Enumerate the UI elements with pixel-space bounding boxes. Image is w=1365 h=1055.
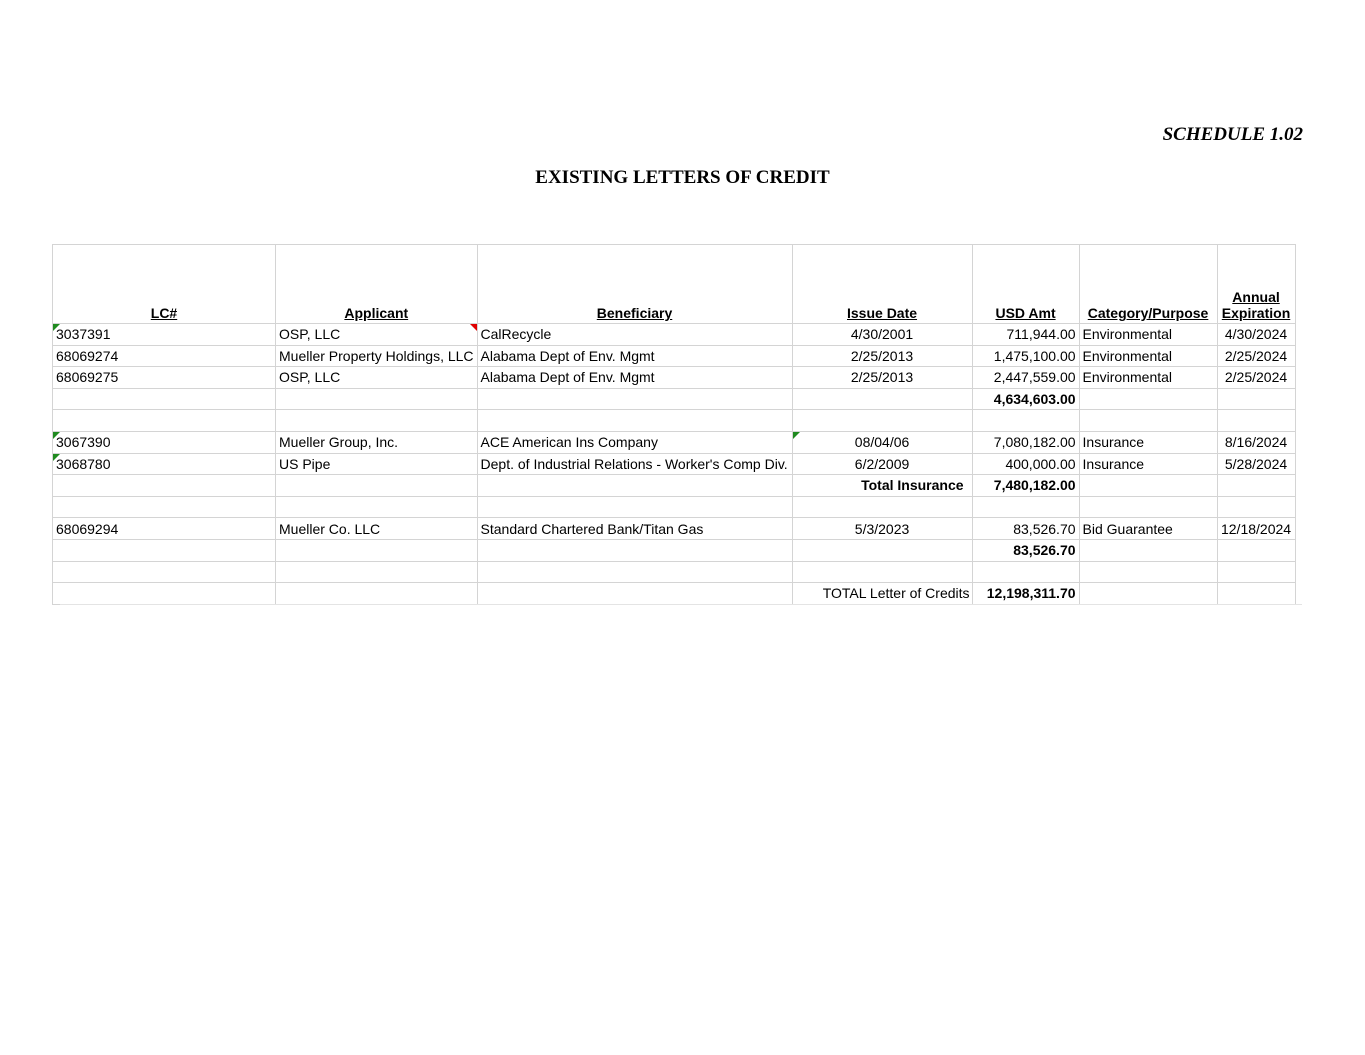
header-expiration [1217, 245, 1295, 324]
cell-empty [1079, 539, 1217, 561]
cell-expiration: 12/18/2024 [1217, 518, 1295, 540]
table-bottom-rule [60, 604, 1302, 605]
cell-empty [276, 561, 478, 583]
cell-issue-date: 2/25/2013 [792, 345, 972, 367]
empty-row [53, 496, 1296, 518]
table-row [53, 345, 1296, 367]
cell-empty [276, 475, 478, 497]
cell-usd-amt: 711,944.00 [972, 324, 1079, 346]
cell-expiration: 5/28/2024 [1217, 453, 1295, 475]
cell-empty [1217, 539, 1295, 561]
cell-empty [276, 388, 478, 410]
grand-total-label: TOTAL Letter of Credits [792, 583, 972, 605]
cell-issue-date: 2/25/2013 [792, 367, 972, 389]
cell-empty [1217, 410, 1295, 432]
cell-applicant: Mueller Property Holdings, LLC [276, 345, 478, 367]
schedule-label: SCHEDULE 1.02 [1162, 124, 1303, 145]
cell-category: Bid Guarantee [1079, 518, 1217, 540]
cell-empty [792, 388, 972, 410]
cell-empty [972, 410, 1079, 432]
cell-issue-date: 6/2/2009 [792, 453, 972, 475]
cell-lc [53, 431, 276, 453]
cell-empty [477, 388, 792, 410]
cell-applicant: US Pipe [276, 453, 478, 475]
empty-row [53, 410, 1296, 432]
page-title: EXISTING LETTERS OF CREDIT [535, 167, 830, 188]
cell-usd-amt: 83,526.70 [972, 518, 1079, 540]
comment-marker[interactable] [53, 454, 60, 461]
cell-lc: 68069294 [53, 518, 276, 540]
cell-expiration: 8/16/2024 [1217, 431, 1295, 453]
cell-applicant: Mueller Co. LLC [276, 518, 478, 540]
cell-expiration: 2/25/2024 [1217, 367, 1295, 389]
cell-empty [1217, 388, 1295, 410]
cell-empty [1217, 561, 1295, 583]
cell-lc-text: 3068780 [56, 455, 111, 472]
cell-beneficiary: Dept. of Industrial Relations - Worker's Comp Div. [477, 453, 792, 475]
cell-beneficiary: ACE American Ins Company [477, 431, 792, 453]
table-row [53, 518, 1296, 540]
cell-beneficiary: Alabama Dept of Env. Mgmt [477, 345, 792, 367]
cell-empty [1079, 410, 1217, 432]
comment-marker[interactable] [470, 324, 477, 331]
header-issue-date: Issue Date [792, 245, 972, 324]
cell-empty [1079, 388, 1217, 410]
cell-empty [276, 583, 478, 605]
cell-empty [276, 496, 478, 518]
header-beneficiary: Beneficiary [477, 245, 792, 324]
cell-usd-amt: 7,080,182.00 [972, 431, 1079, 453]
empty-row [53, 561, 1296, 583]
cell-category: Environmental [1079, 345, 1217, 367]
cell-category: Environmental [1079, 324, 1217, 346]
header-applicant: Applicant [276, 245, 478, 324]
cell-expiration: 4/30/2024 [1217, 324, 1295, 346]
cell-empty [1217, 475, 1295, 497]
cell-empty [477, 583, 792, 605]
subtotal-bid-guarantee: 83,526.70 [972, 539, 1079, 561]
cell-issue-date: 5/3/2023 [792, 518, 972, 540]
table-row [53, 431, 1296, 453]
cell-beneficiary: Alabama Dept of Env. Mgmt [477, 367, 792, 389]
cell-empty [972, 496, 1079, 518]
cell-applicant-text: OSP, LLC [279, 326, 341, 343]
cell-usd-amt: 400,000.00 [972, 453, 1079, 475]
cell-empty [1079, 583, 1217, 605]
cell-empty [53, 583, 276, 605]
cell-applicant: Mueller Group, Inc. [276, 431, 478, 453]
cell-empty [792, 539, 972, 561]
cell-empty [53, 388, 276, 410]
cell-empty [792, 561, 972, 583]
cell-empty [53, 410, 276, 432]
header-expiration-line1: Annual [1232, 289, 1280, 305]
cell-empty [972, 561, 1079, 583]
cell-empty [1079, 561, 1217, 583]
cell-expiration: 2/25/2024 [1217, 345, 1295, 367]
subtotal-row-bid-guarantee [53, 539, 1296, 561]
subtotal-insurance: 7,480,182.00 [972, 475, 1079, 497]
cell-empty [477, 539, 792, 561]
grand-total-row [53, 583, 1296, 605]
subtotal-row-insurance [53, 475, 1296, 497]
cell-lc [53, 324, 276, 346]
cell-lc: 68069274 [53, 345, 276, 367]
cell-lc: 68069275 [53, 367, 276, 389]
cell-empty [1079, 475, 1217, 497]
comment-marker[interactable] [53, 432, 60, 439]
cell-empty [792, 496, 972, 518]
cell-empty [53, 475, 276, 497]
cell-empty [276, 410, 478, 432]
cell-empty [1079, 496, 1217, 518]
cell-lc-text: 3067390 [56, 434, 111, 451]
header-expiration-line2: Expiration [1221, 305, 1291, 321]
cell-applicant [276, 324, 478, 346]
cell-beneficiary: CalRecycle [477, 324, 792, 346]
cell-issue-date-text: 08/04/06 [854, 434, 910, 451]
cell-category: Environmental [1079, 367, 1217, 389]
cell-issue-date [792, 431, 972, 453]
cell-usd-amt: 1,475,100.00 [972, 345, 1079, 367]
cell-usd-amt: 2,447,559.00 [972, 367, 1079, 389]
grand-total-amount: 12,198,311.70 [972, 583, 1079, 605]
cell-empty [1217, 496, 1295, 518]
cell-issue-date: 4/30/2001 [792, 324, 972, 346]
comment-marker[interactable] [793, 432, 800, 439]
header-category: Category/Purpose [1079, 245, 1217, 324]
cell-empty [477, 496, 792, 518]
cell-applicant: OSP, LLC [276, 367, 478, 389]
cell-empty [276, 539, 478, 561]
cell-empty [477, 561, 792, 583]
cell-empty [53, 496, 276, 518]
cell-category: Insurance [1079, 453, 1217, 475]
table-row [53, 367, 1296, 389]
cell-empty [477, 410, 792, 432]
cell-beneficiary: Standard Chartered Bank/Titan Gas [477, 518, 792, 540]
comment-marker[interactable] [53, 324, 60, 331]
cell-empty [53, 539, 276, 561]
cell-empty [792, 410, 972, 432]
cell-empty [53, 561, 276, 583]
header-lc: LC# [53, 245, 276, 324]
cell-empty [477, 475, 792, 497]
letters-of-credit-table [52, 244, 1296, 605]
cell-lc [53, 453, 276, 475]
table-row [53, 324, 1296, 346]
header-usd-amt: USD Amt [972, 245, 1079, 324]
total-insurance-label: Total Insurance [792, 475, 972, 497]
cell-empty [1217, 583, 1295, 605]
subtotal-environmental: 4,634,603.00 [972, 388, 1079, 410]
table-row [53, 453, 1296, 475]
subtotal-row-environmental [53, 388, 1296, 410]
header-row [53, 245, 1296, 324]
cell-lc-text: 3037391 [56, 326, 111, 343]
cell-category: Insurance [1079, 431, 1217, 453]
